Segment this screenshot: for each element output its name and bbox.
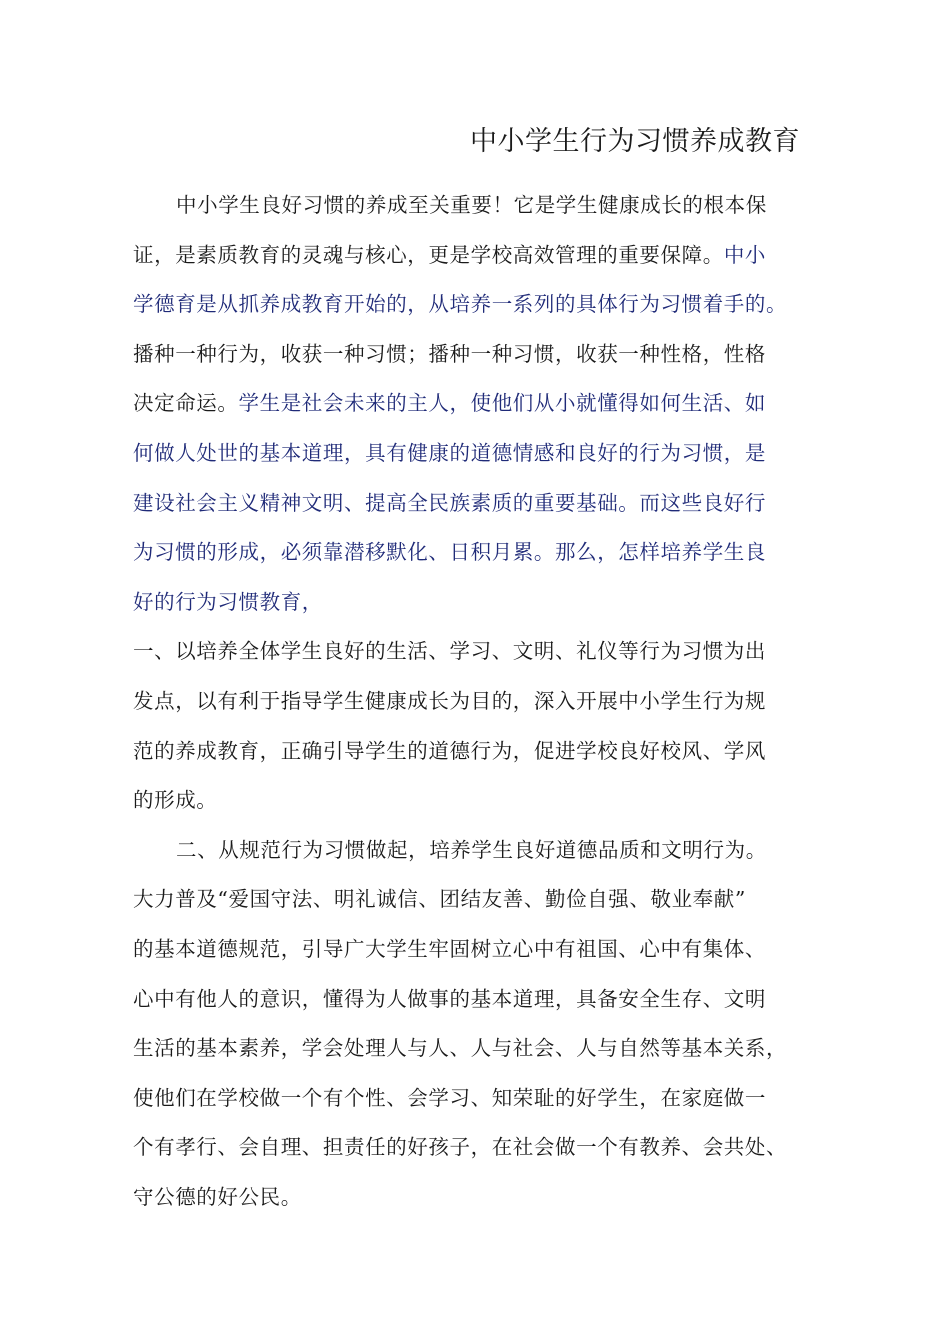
text-segment: 心中有他人的意识，懂得为人做事的基本道理，具备安全生存、文明 (133, 986, 766, 1011)
text-line (133, 379, 833, 429)
text-segment-highlight: 学生是社会未来的主人，使他们从小就懂得如何生活、如 (238, 391, 766, 416)
text-line (133, 528, 833, 578)
text-segment: 中小学生良好习惯的养成至关重要！它是学生健康成长的根本保 (176, 193, 767, 217)
text-segment-highlight: 何做人处世的基本道理，具有健康的道德情感和良好的行为习惯，是 (133, 440, 766, 465)
text-segment-highlight: 为习惯的形成，必须靠潜移默化、日积月累。那么，怎样培养学生良 (133, 540, 766, 565)
text-line (133, 1024, 833, 1074)
text-segment: 决定命运。 (133, 391, 239, 416)
text-line (133, 578, 833, 628)
text-line (133, 1123, 833, 1173)
text-segment: 的基本道德规范，引导广大学生牢固树立心中有祖国、心中有集体、 (133, 936, 766, 961)
text-line (133, 429, 833, 479)
text-segment: 范的养成教育，正确引导学生的道德行为，促进学校良好校风、学风 (133, 738, 766, 763)
text-segment: 使他们在学校做一个有个性、会学习、知荣耻的好学生，在家庭做一 (133, 1085, 766, 1110)
text-segment: 大力普及“爱国守法、明礼诚信、团结友善、勤俭自强、敬业奉献” (133, 887, 746, 912)
text-line (133, 479, 833, 529)
text-line (133, 826, 833, 876)
text-segment-highlight: 好的行为习惯教育， (133, 589, 323, 614)
text-line (133, 231, 833, 281)
text-segment: 一、以培养全体学生良好的生活、学习、文明、礼仪等行为习惯为出 (133, 639, 766, 664)
text-line (133, 280, 833, 330)
text-segment: 二、从规范行为习惯做起，培养学生良好道德品质和文明行为。 (176, 837, 767, 862)
document-body (133, 181, 833, 1222)
text-line (133, 975, 833, 1025)
text-segment: 守公德的好公民。 (133, 1184, 302, 1209)
text-line (133, 1173, 833, 1223)
text-line (133, 875, 833, 925)
text-line (133, 925, 833, 975)
text-line (133, 181, 833, 231)
text-line (133, 627, 833, 677)
page-title: 中小学生行为习惯养成教育 (470, 126, 800, 157)
text-segment: 生活的基本素养，学会处理人与人、人与社会、人与自然等基本关系， (133, 1036, 788, 1061)
text-segment: 发点，以有利于指导学生健康成长为目的，深入开展中小学生行为规 (133, 688, 766, 713)
text-segment: 个有孝行、会自理、担责任的好孩子，在社会做一个有教养、会共处、 (133, 1135, 788, 1160)
text-line (133, 1074, 833, 1124)
text-line (133, 330, 833, 380)
text-line (133, 727, 833, 777)
text-segment-highlight: 学德育是从抓养成教育开始的，从培养一系列的具体行为习惯着手的。 (133, 292, 788, 317)
text-segment: 证，是素质教育的灵魂与核心，更是学校高效管理的重要保障。 (133, 242, 724, 267)
text-segment: 的形成。 (133, 788, 218, 813)
text-segment: 播种一种行为，收获一种习惯；播种一种习惯，收获一种性格，性格 (133, 341, 766, 366)
text-segment-highlight: 中小 (723, 242, 767, 267)
text-line (133, 776, 833, 826)
text-segment-highlight: 建设社会主义精神文明、提高全民族素质的重要基础。而这些良好行 (133, 490, 766, 515)
text-line (133, 677, 833, 727)
